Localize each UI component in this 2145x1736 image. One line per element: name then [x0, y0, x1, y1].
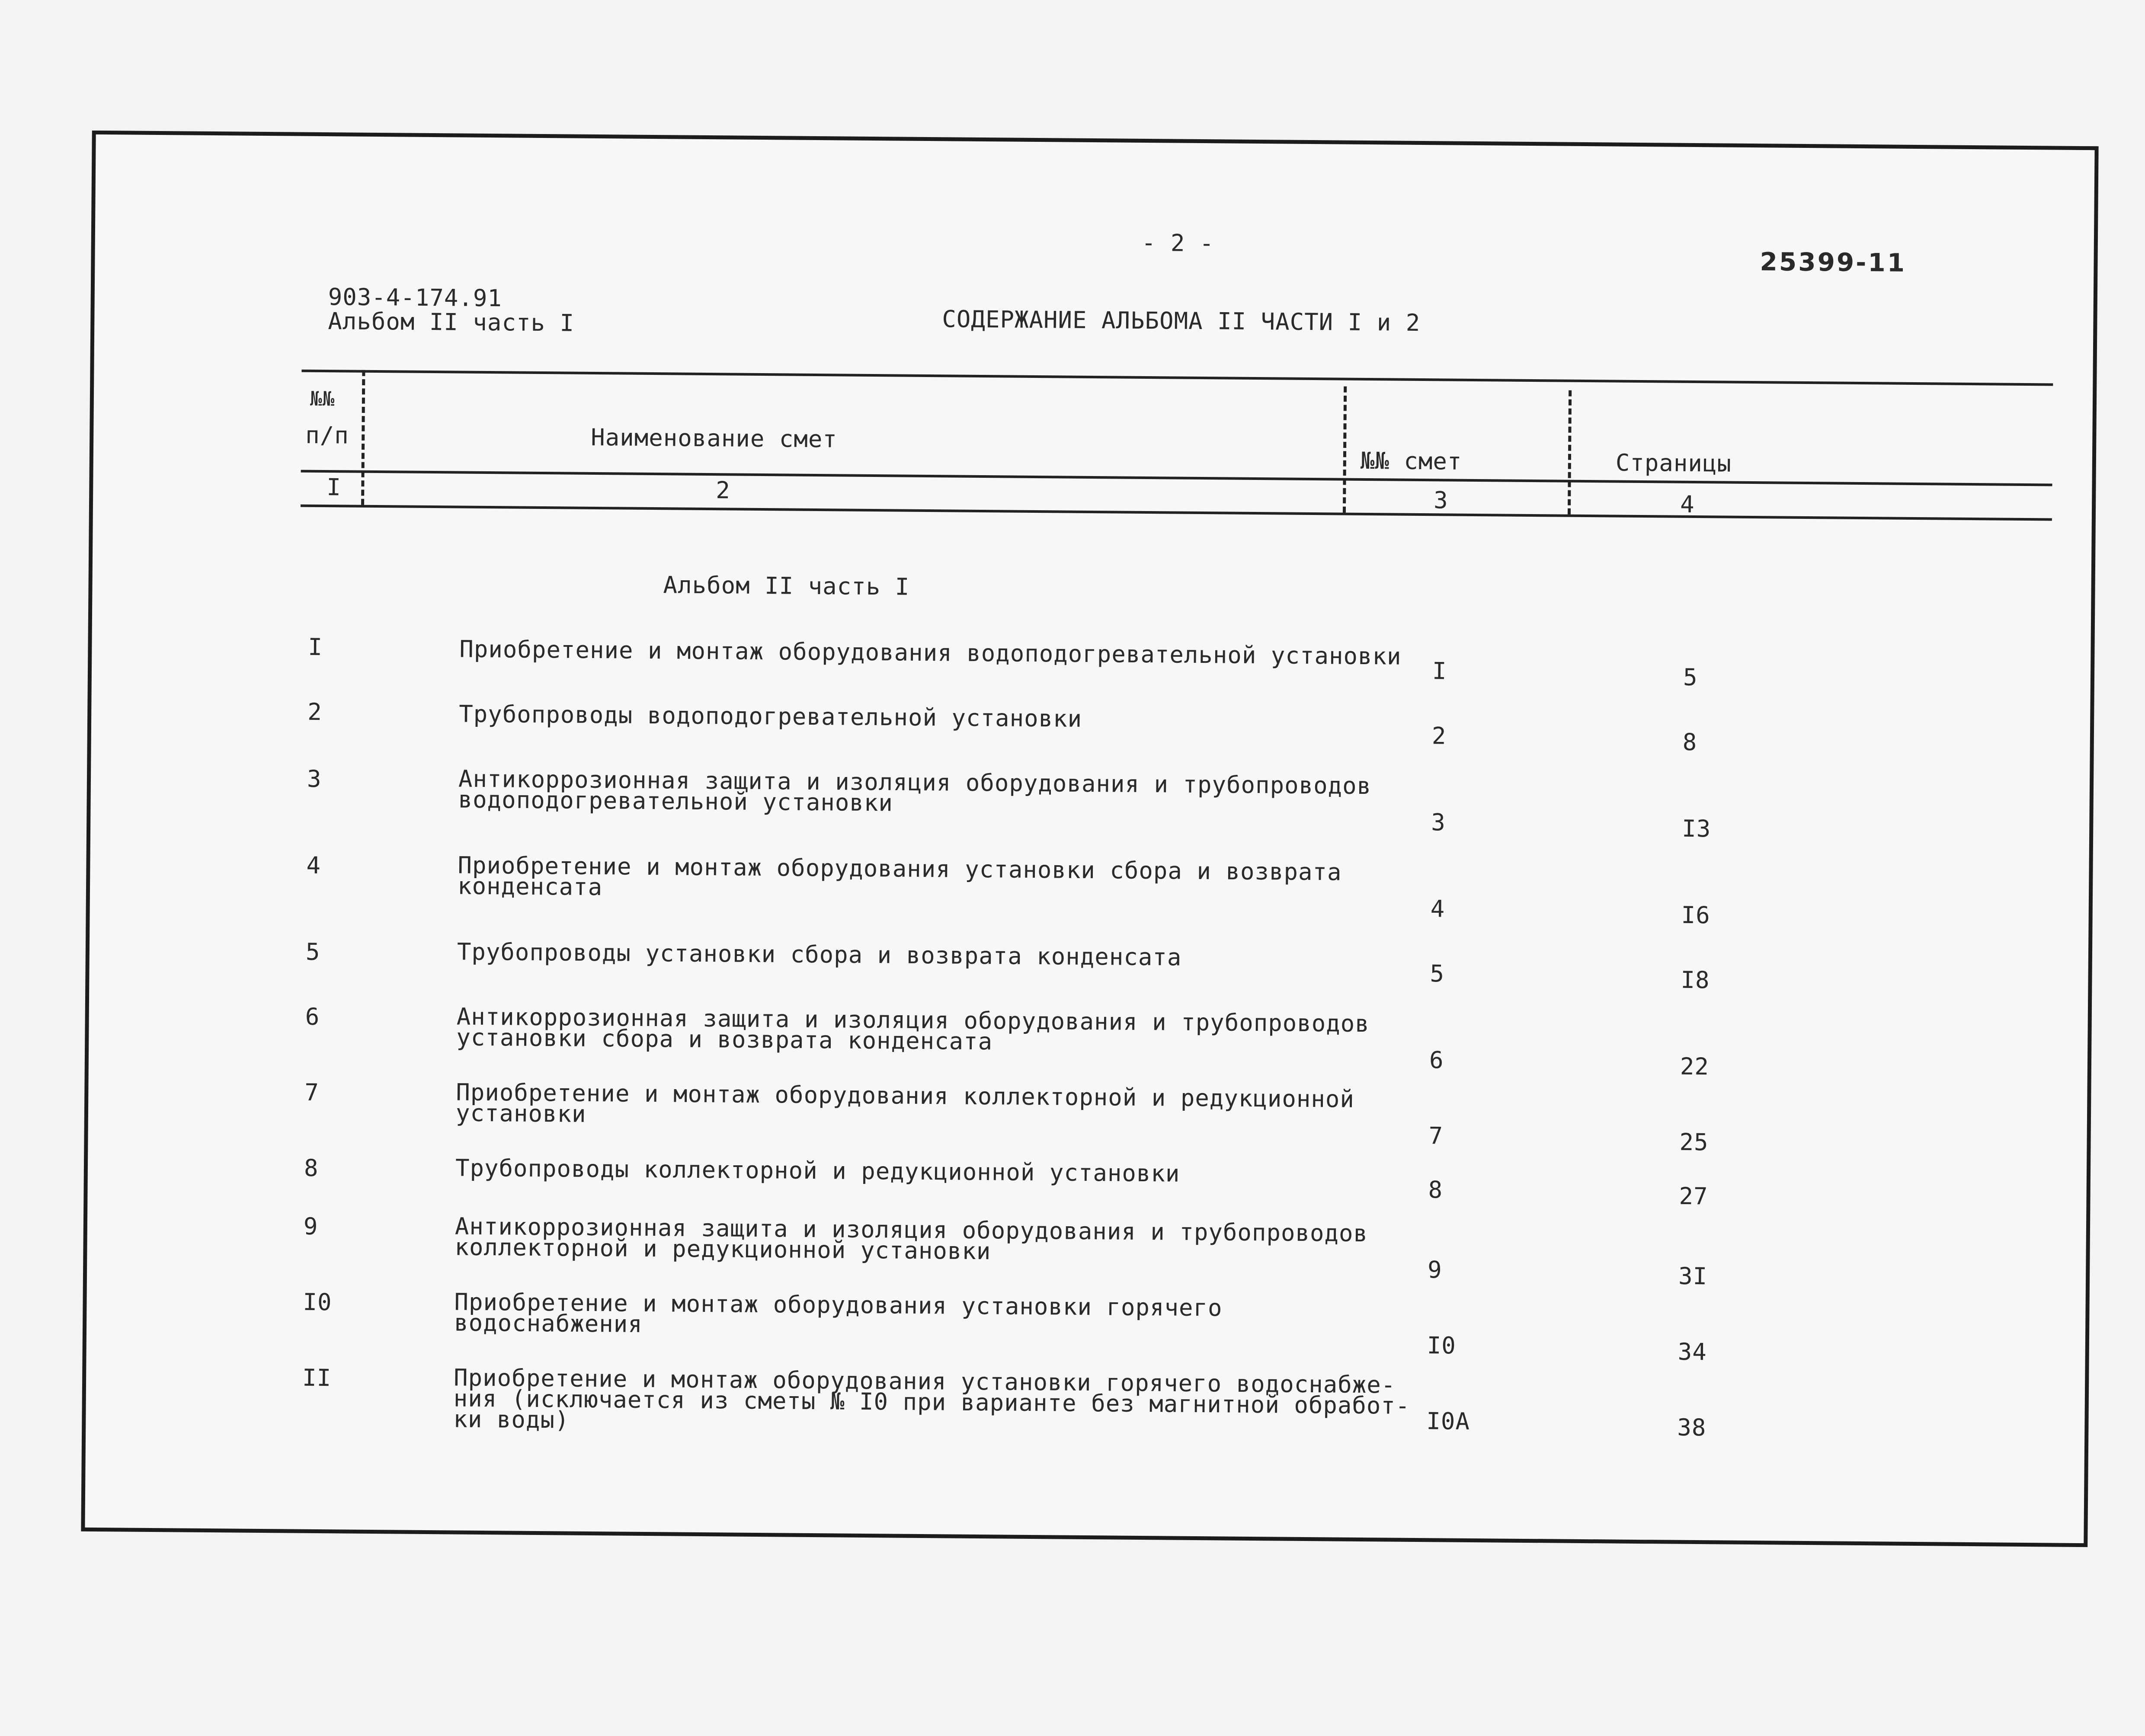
entry-number: 5	[305, 938, 320, 966]
project-code: 903-4-174.91	[328, 283, 503, 312]
header-name: Наименование смет	[591, 423, 838, 453]
entry-title: Приобретение и монтаж оборудования водоподогревательной установки	[459, 635, 1402, 670]
entry-number: 7	[304, 1078, 320, 1106]
entry-number: 4	[306, 851, 321, 879]
entry-page: 8	[1682, 728, 1697, 756]
entry-estimate: I	[1432, 657, 1447, 685]
col-number-1: I	[327, 473, 342, 501]
entry-title: Трубопроводы водоподогревательной установки	[458, 700, 1082, 732]
entry-page: 3I	[1678, 1262, 1708, 1290]
entry-estimate: 4	[1430, 895, 1445, 923]
entry-page: 5	[1683, 663, 1698, 691]
entry-page: 25	[1679, 1128, 1709, 1156]
header-bottom-line	[301, 505, 2052, 521]
entry-number: II	[302, 1364, 332, 1392]
entry-estimate: 8	[1428, 1176, 1443, 1204]
document-frame	[81, 131, 2098, 1547]
page-title: СОДЕРЖАНИЕ АЛЬБОМА II ЧАСТИ I и 2	[942, 305, 1421, 336]
entry-estimate: 5	[1430, 960, 1445, 988]
column-divider	[1343, 387, 1347, 513]
page-number: - 2 -	[1141, 229, 1214, 257]
entry-title: Приобретение и монтаж оборудования установки горячего водоснабжения	[454, 1288, 1223, 1338]
entry-title: Антикоррозионная защита и изоляция оборудования и трубопроводов коллекторной и редукционной установки	[455, 1212, 1368, 1265]
album-label: Альбом II часть I	[328, 307, 575, 337]
entry-number: 9	[303, 1212, 318, 1240]
col-number-4: 4	[1680, 490, 1695, 518]
header-pages: Страницы	[1615, 449, 1732, 477]
column-divider	[1568, 390, 1572, 515]
entry-page: 22	[1680, 1052, 1710, 1081]
header-num-top: №№	[310, 387, 335, 411]
entry-page: I8	[1681, 966, 1710, 994]
entry-title: Приобретение и монтаж оборудования установки сбора и возврата конденсата	[457, 851, 1342, 901]
header-estimate: №№ смет	[1360, 447, 1462, 475]
entry-page: I3	[1681, 815, 1711, 843]
header-num-bottom: п/п	[305, 421, 349, 449]
entry-number: 2	[307, 698, 323, 726]
entry-title: Трубопроводы установки сбора и возврата конденсата	[457, 938, 1182, 971]
entry-estimate: 3	[1431, 809, 1446, 836]
entry-page: 27	[1679, 1182, 1708, 1210]
entry-number: I	[308, 633, 323, 661]
entry-number: 8	[304, 1154, 319, 1182]
entry-estimate: I0	[1427, 1332, 1457, 1359]
entry-estimate: 9	[1427, 1256, 1442, 1284]
col-number-3: 3	[1433, 486, 1448, 514]
entry-title: Трубопроводы коллекторной и редукционной установки	[455, 1154, 1180, 1187]
entry-number: 6	[305, 1003, 320, 1031]
entry-page: 34	[1678, 1338, 1707, 1366]
entry-estimate: 6	[1429, 1046, 1444, 1074]
entry-title: Антикоррозионная защита и изоляция оборудования и трубопроводов водоподогревательной установки	[458, 765, 1372, 817]
entry-title: Приобретение и монтаж оборудования установки горячего водоснабже- ния (исключается из сметы № I0 при варианте без магнитной обработ- ки воды)	[453, 1364, 1410, 1434]
column-divider	[361, 370, 365, 505]
col-number-2: 2	[716, 476, 731, 504]
section-title: Альбом II часть I	[663, 571, 910, 601]
entry-number: I0	[303, 1288, 332, 1316]
entry-page: 38	[1677, 1413, 1706, 1442]
entry-page: I6	[1681, 901, 1710, 929]
entry-estimate: 7	[1428, 1122, 1444, 1150]
entry-title: Приобретение и монтаж оборудования коллекторной и редукционной установки	[455, 1078, 1355, 1128]
document-number: 25399-11	[1760, 247, 1907, 278]
entry-number: 3	[307, 765, 322, 793]
entry-title: Антикоррозионная защита и изоляция оборудования и трубопроводов установки сбора и возврата конденсата	[456, 1003, 1370, 1055]
entry-estimate: 2	[1431, 722, 1447, 750]
header-middle-line	[301, 470, 2052, 486]
entry-estimate: I0А	[1426, 1407, 1470, 1435]
header-top-line	[301, 370, 2053, 386]
